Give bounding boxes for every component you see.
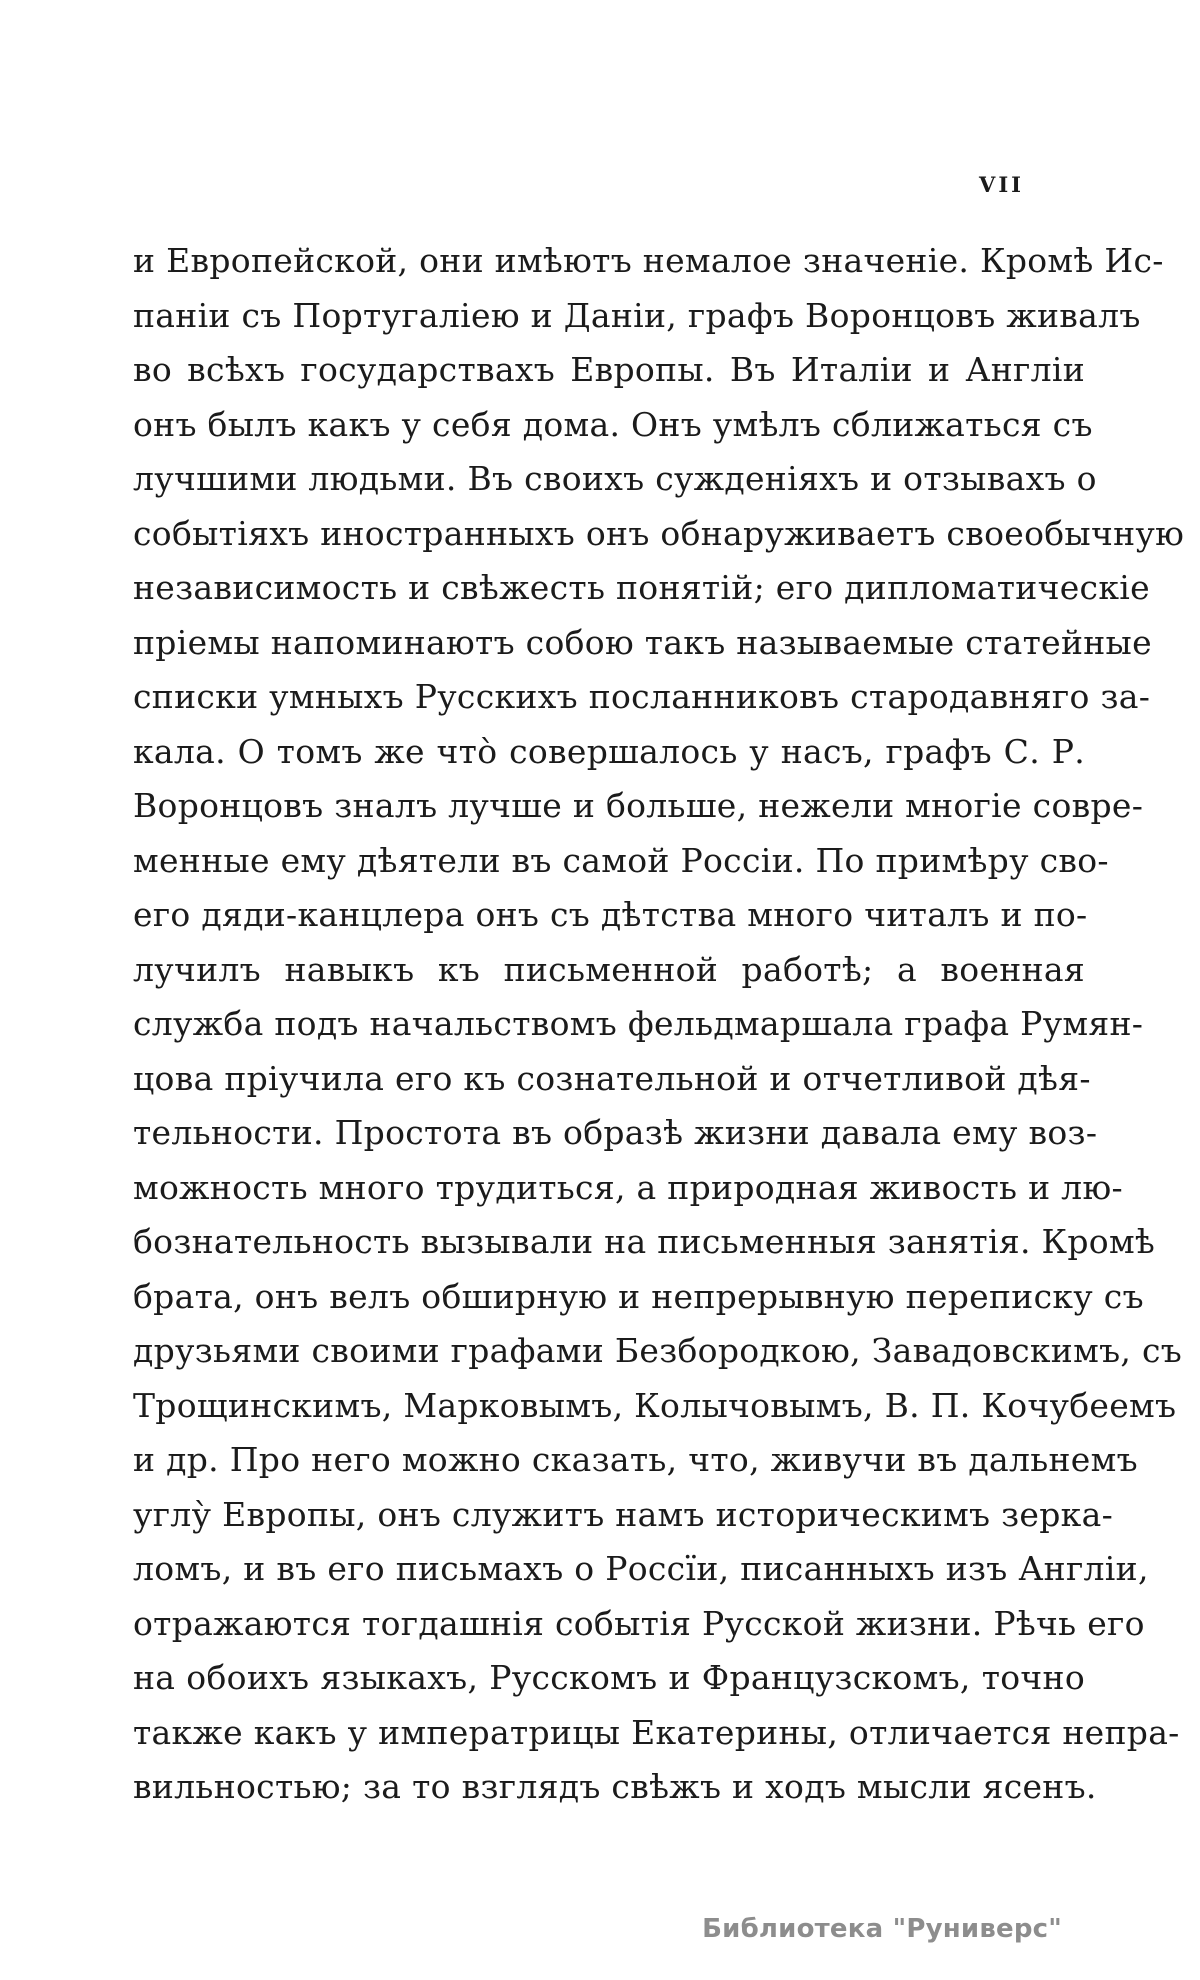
- text-line: можность много трудиться, а природная живость и лю-: [133, 1167, 1123, 1207]
- text-line: паніи съ Португаліею и Даніи, графъ Воронцовъ живалъ: [133, 295, 1141, 335]
- text-line: на обоихъ языкахъ, Русскомъ и Французскомъ, точно: [133, 1658, 1085, 1697]
- text-line: и др. Про него можно сказать, что, живучи въ дальнемъ: [133, 1440, 1138, 1479]
- text-line: во всѣхъ государствахъ Европы. Въ Италіи и Англіи: [133, 350, 1085, 389]
- text-line: вильностью; за то взглядъ свѣжъ и ходъ мысли ясенъ.: [133, 1767, 1097, 1806]
- text-line: также какъ у императрицы Екатерины, отличается непра-: [133, 1712, 1180, 1752]
- text-line: лучшими людьми. Въ своихъ сужденіяхъ и отзывахъ о: [133, 459, 1097, 498]
- text-line: списки умныхъ Русскихъ посланниковъ стародавняго за-: [133, 677, 1151, 716]
- text-line: бознательность вызывали на письменныя занятія. Кромѣ: [133, 1222, 1156, 1261]
- text-line: Трощинскимъ, Марковымъ, Колычовымъ, В. П. Кочубеемъ: [133, 1385, 1177, 1425]
- text-line: независимость и свѣжесть понятій; его дипломатическіе: [133, 568, 1150, 607]
- text-line: онъ былъ какъ у себя дома. Онъ умѣлъ сближаться съ: [133, 404, 1093, 444]
- text-line: служба подъ начальствомъ фельдмаршала графа Румян-: [133, 1004, 1144, 1043]
- text-line: его дяди-канцлера онъ съ дѣтства много читалъ и по-: [133, 895, 1088, 934]
- text-line: кала. О томъ же что̀ совершалось у насъ, графъ С. Р.: [133, 731, 1085, 771]
- text-line: ломъ, и въ его письмахъ о Россїи, писанныхъ изъ Англіи,: [133, 1549, 1149, 1588]
- library-watermark: Библиотека "Руниверс": [702, 1914, 1062, 1944]
- text-line: и Европейской, они имѣютъ немалое значеніе. Кромѣ Ис-: [133, 241, 1164, 280]
- text-line: Воронцовъ зналъ лучше и больше, нежели многіе совре-: [133, 786, 1144, 825]
- text-line: цова пріучила его къ сознательной и отчетливой дѣя-: [133, 1058, 1091, 1098]
- text-line: событіяхъ иностранныхъ онъ обнаруживаетъ своеобычную: [133, 513, 1185, 553]
- text-line: менные ему дѣятели въ самой Россіи. По примѣру сво-: [133, 840, 1109, 880]
- text-line: пріемы напоминаютъ собою такъ называемые статейные: [133, 622, 1152, 662]
- text-line: друзьями своими графами Безбородкою, Завадовскимъ, съ: [133, 1331, 1183, 1370]
- text-line: брата, онъ велъ обширную и непрерывную переписку съ: [133, 1276, 1144, 1316]
- text-line: лучилъ навыкъ къ письменной работѣ; а военная: [133, 949, 1085, 989]
- text-line: углу̀ Европы, онъ служитъ намъ историческимъ зерка-: [133, 1494, 1114, 1534]
- page-number: VII: [979, 172, 1024, 197]
- text-line: отражаются тогдашнія событія Русской жизни. Рѣчь его: [133, 1603, 1145, 1643]
- body-text: [133, 234, 1185, 1815]
- text-line: тельности. Простота въ образѣ жизни давала ему воз-: [133, 1113, 1098, 1152]
